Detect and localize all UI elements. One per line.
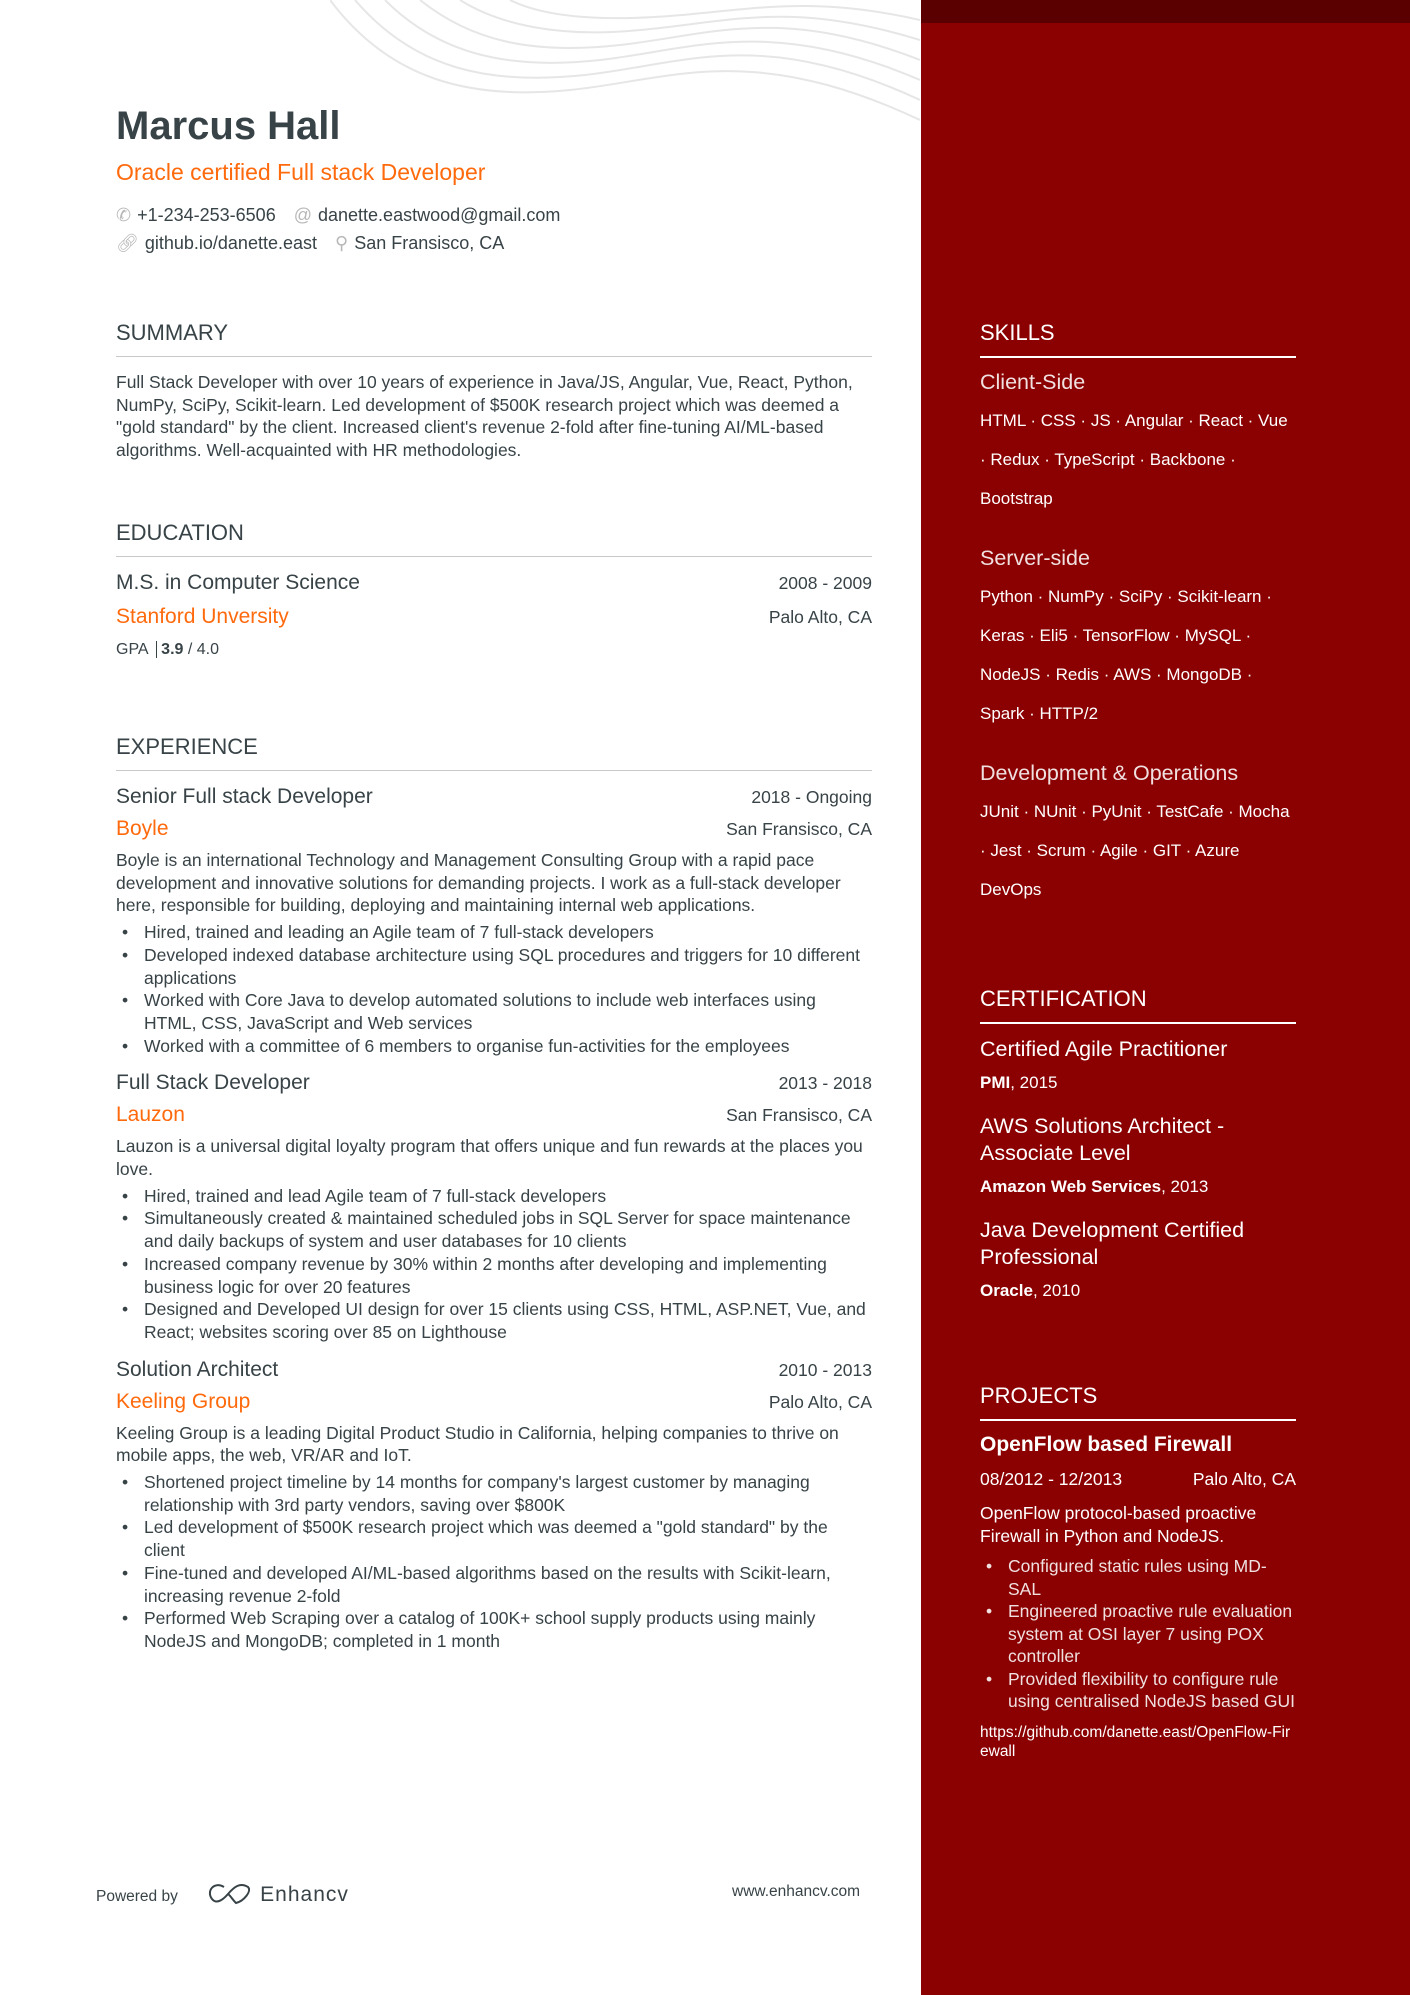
job-company-row	[116, 817, 872, 841]
cert-issuer: Oracle	[980, 1281, 1033, 1300]
job-company: Keeling Group	[116, 1389, 251, 1413]
job-role: Senior Full stack Developer	[116, 785, 373, 808]
cert-year: , 2010	[1032, 1281, 1081, 1300]
powered-by-label: Powered by	[96, 1888, 178, 1905]
certification-section	[980, 986, 1296, 1321]
education-location: Palo Alto, CA	[768, 607, 872, 627]
cert-title: AWS Solutions Architect - Associate Level	[980, 1114, 1225, 1165]
cert-year: , 2013	[1161, 1177, 1209, 1196]
degree: M.S. in Computer Science	[116, 571, 360, 594]
job-dates: 2018 - Ongoing	[751, 787, 872, 807]
skill-list: JUnit · NUnit · PyUnit · TestCafe · Mocha · Jest · Scrum · Agile · GIT · Azure DevOps	[980, 802, 1290, 899]
enhancv-logo-icon	[206, 1883, 252, 1910]
skill-list: HTML · CSS · JS · Angular · React · Vue · Redux · TypeScript · Backbone · Bootstrap	[980, 411, 1288, 508]
bullet-item: • Increased company revenue by 30% within 2 months after developing and implementing business logic for over 20 features	[116, 1253, 872, 1298]
project-meta-row	[980, 1469, 1296, 1490]
bullet-item: • Configured static rules using MD-SAL	[980, 1555, 1296, 1600]
project-link[interactable]: https://github.com/danette.east/OpenFlow-Firewall	[980, 1723, 1291, 1760]
powered-by	[96, 1883, 349, 1910]
job-bullets	[116, 1185, 872, 1344]
bullet-item: • Hired, trained and lead Agile team of 7 full-stack developers	[116, 1185, 872, 1208]
bullet-item: • Simultaneously created & maintained scheduled jobs in SQL Server for space maintenance and daily backups of system and user databases for 10 clients	[116, 1207, 872, 1252]
job-role: Full Stack Developer	[116, 1071, 310, 1095]
gpa-max: / 4.0	[187, 641, 220, 658]
job-location: San Fransisco, CA	[726, 1105, 872, 1126]
job-location: San Fransisco, CA	[726, 819, 872, 839]
phone: +1-234-253-6506	[137, 205, 276, 225]
job-entry	[116, 785, 872, 1057]
job-dates: 2013 - 2018	[778, 1073, 872, 1094]
projects-section	[980, 1383, 1296, 1761]
job-description: Lauzon is a universal digital loyalty program that offers unique and fun rewards at the places you love.	[116, 1136, 863, 1180]
cert-entry	[980, 1217, 1296, 1301]
project-description: OpenFlow protocol-based proactive Firewall in Python and NodeJS.	[980, 1503, 1257, 1546]
education-dates: 2008 - 2009	[778, 573, 872, 593]
job-role: Solution Architect	[116, 1357, 279, 1381]
job-location: Palo Alto, CA	[768, 1391, 872, 1412]
skill-group-title: Client-Side	[980, 370, 1086, 394]
cert-source	[980, 1177, 1296, 1197]
job-company-row	[116, 1390, 872, 1414]
location-pin-icon: ⚲	[335, 233, 349, 253]
email[interactable]: danette.eastwood@gmail.com	[318, 205, 561, 225]
sidebar-top-band	[921, 0, 1410, 23]
skill-group-title: Development & Operations	[980, 761, 1239, 785]
job-description: Boyle is an international Technology and Management Consulting Group with a rapid pace development and innovative solutions for demanding projects. I work as a full-stack developer here, responsible for building, deploying and maintaining internal web applications.	[116, 850, 841, 916]
link-icon: 🔗︎	[116, 233, 139, 253]
job-bullets	[116, 921, 872, 1057]
summary-text: Full Stack Developer with over 10 years of experience in Java/JS, Angular, Vue, React, Python, NumPy, SciPy, Scikit-learn. Led development of $500K research project which was deemed a "gold standard" by the client. Increased client's revenue 2-fold after fine-tuning AI/ML-based algorithms. Well-acquainted with HR methodologies.	[116, 372, 853, 461]
job-entry	[116, 1071, 872, 1343]
bullet-item: • Led development of $500K research project which was deemed a "gold standard" by the client	[116, 1516, 872, 1561]
job-entry	[116, 1358, 872, 1653]
projects-heading: PROJECTS	[980, 1383, 1296, 1421]
job-header	[116, 1358, 872, 1382]
summary-section	[116, 320, 872, 462]
bullet-item: • Shortened project timeline by 14 months for company's largest customer by managing relationship with 3rd party vendors, saving over $800K	[116, 1471, 872, 1516]
candidate-title: Oracle certified Full stack Developer	[116, 159, 486, 185]
certification-heading: CERTIFICATION	[980, 986, 1296, 1024]
job-bullets	[116, 1471, 872, 1653]
gpa-label: GPA	[116, 641, 148, 658]
project-title: OpenFlow based Firewall	[980, 1433, 1233, 1456]
cert-entry	[980, 1113, 1296, 1197]
contact-row-1	[116, 205, 560, 226]
job-dates: 2010 - 2013	[778, 1359, 872, 1380]
bullet-item: • Fine-tuned and developed AI/ML-based algorithms based on the results with Scikit-learn, increasing revenue 2-fold	[116, 1562, 872, 1607]
contact-row-2	[116, 233, 504, 254]
education-heading: EDUCATION	[116, 520, 872, 557]
skill-group-title: Server-side	[980, 546, 1090, 570]
cert-source	[980, 1281, 1296, 1301]
cert-source	[980, 1073, 1296, 1093]
job-company: Lauzon	[116, 1103, 185, 1127]
footer-url[interactable]: www.enhancv.com	[732, 1883, 861, 1900]
bullet-item: • Provided flexibility to configure rule using centralised NodeJS based GUI	[980, 1668, 1296, 1713]
gpa	[116, 641, 872, 659]
project-dates: 08/2012 - 12/2013	[980, 1469, 1123, 1489]
bullet-item: • Engineered proactive rule evaluation system at OSI layer 7 using POX controller	[980, 1600, 1296, 1668]
gpa-value: 3.9	[161, 641, 184, 658]
job-company-row	[116, 1103, 872, 1127]
project-location: Palo Alto, CA	[1192, 1469, 1296, 1489]
cert-title: Java Development Certified Professional	[980, 1218, 1245, 1269]
website-link[interactable]: github.io/danette.east	[144, 233, 317, 253]
bullet-item: • Performed Web Scraping over a catalog of 100K+ school supply products using mainly NodeJS and MongoDB; completed in 1 month	[116, 1607, 872, 1652]
experience-section	[116, 734, 872, 1667]
cert-entry	[980, 1036, 1296, 1093]
skill-list: Python · NumPy · SciPy · Scikit-learn · Keras · Eli5 · TensorFlow · MySQL · NodeJS · Redis · AWS · MongoDB · Spark · HTTP/2	[980, 587, 1272, 723]
bullet-item: • Worked with a committee of 6 members to organise fun-activities for the employees	[116, 1035, 872, 1058]
bullet-item: • Developed indexed database architecture using SQL procedures and triggers for 10 different applications	[116, 944, 872, 989]
cert-issuer: PMI	[980, 1073, 1011, 1092]
cert-title: Certified Agile Practitioner	[980, 1037, 1228, 1061]
skills-section	[980, 320, 1296, 937]
bullet-item: • Designed and Developed UI design for over 15 clients using CSS, HTML, ASP.NET, Vue, and React; websites scoring over 85 on Lighthouse	[116, 1298, 872, 1343]
project-bullets	[980, 1555, 1296, 1713]
enhancv-brand: Enhancv	[260, 1883, 349, 1906]
cert-year: , 2015	[1010, 1073, 1058, 1092]
job-header	[116, 1071, 872, 1095]
skills-heading: SKILLS	[980, 320, 1296, 358]
at-icon: @	[293, 205, 312, 225]
cert-issuer: Amazon Web Services	[980, 1177, 1162, 1196]
phone-icon: ✆	[116, 205, 132, 225]
bullet-item: • Worked with Core Java to develop automated solutions to include web interfaces using HTML, CSS, JavaScript and Web services	[116, 989, 872, 1034]
decorative-waves	[330, 0, 920, 135]
education-section	[116, 520, 872, 659]
job-company: Boyle	[116, 817, 169, 840]
bullet-item: • Hired, trained and leading an Agile team of 7 full-stack developers	[116, 921, 872, 944]
experience-heading: EXPERIENCE	[116, 734, 872, 771]
candidate-name: Marcus Hall	[116, 104, 341, 148]
job-description: Keeling Group is a leading Digital Product Studio in California, helping companies to thrive on mobile apps, the web, VR/AR and IoT.	[116, 1422, 839, 1466]
job-header	[116, 785, 872, 809]
location: San Fransisco, CA	[354, 233, 505, 253]
school: Stanford Unversity	[116, 605, 289, 628]
summary-heading: SUMMARY	[116, 320, 872, 357]
